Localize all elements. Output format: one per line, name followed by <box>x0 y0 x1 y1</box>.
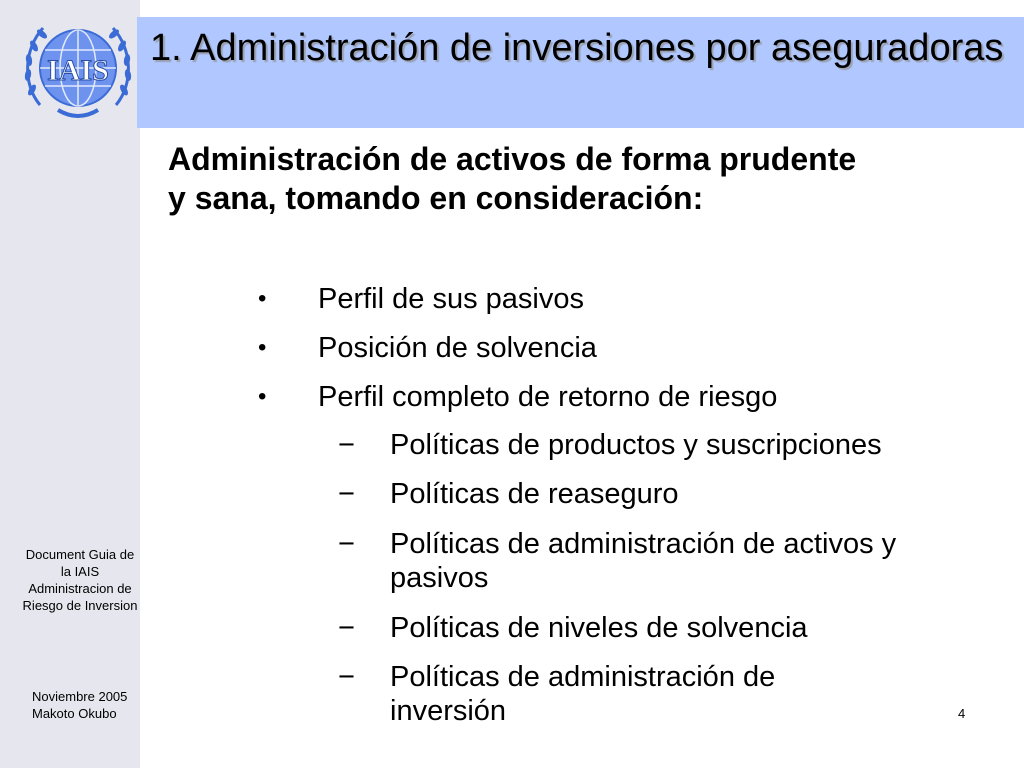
sub-bullet-text: Políticas de productos y suscripciones <box>390 429 882 461</box>
dash-marker: − <box>338 661 355 693</box>
intro-heading: Administración de activos de forma prudente y sana, tomando en consideración: <box>168 141 857 216</box>
dash-marker: − <box>338 612 355 644</box>
bullet-marker: • <box>258 383 267 410</box>
bullet-text: Perfil completo de retorno de riesgo <box>318 381 778 413</box>
dash-marker: − <box>338 478 355 510</box>
date-text: Noviembre 2005 <box>32 689 128 704</box>
bullet-text: Posición de solvencia <box>318 332 597 364</box>
bullet-text: Perfil de sus pasivos <box>318 283 584 315</box>
document-note: Document Guia de la IAIS Administracion de Riesgo de Inversion <box>22 547 138 613</box>
bullet-marker: • <box>258 334 267 361</box>
page-title: 1. Administración de inversiones por aseguradoras <box>150 27 1004 69</box>
sub-bullet-text: Políticas de niveles de solvencia <box>390 612 808 644</box>
dash-marker: − <box>338 429 355 461</box>
date-author-note <box>32 688 142 722</box>
sub-bullet-text: Políticas de administración de activos y pasivos <box>390 528 897 594</box>
sub-bullet-text: Políticas de administración de inversión <box>390 661 776 727</box>
dash-marker: − <box>338 528 355 560</box>
sub-bullet-text: Políticas de reaseguro <box>390 478 679 510</box>
bullet-marker: • <box>258 285 267 312</box>
page-number: 4 <box>958 706 966 721</box>
logo-text: IAIS <box>47 54 109 87</box>
author-text: Makoto Okubo <box>32 706 117 721</box>
